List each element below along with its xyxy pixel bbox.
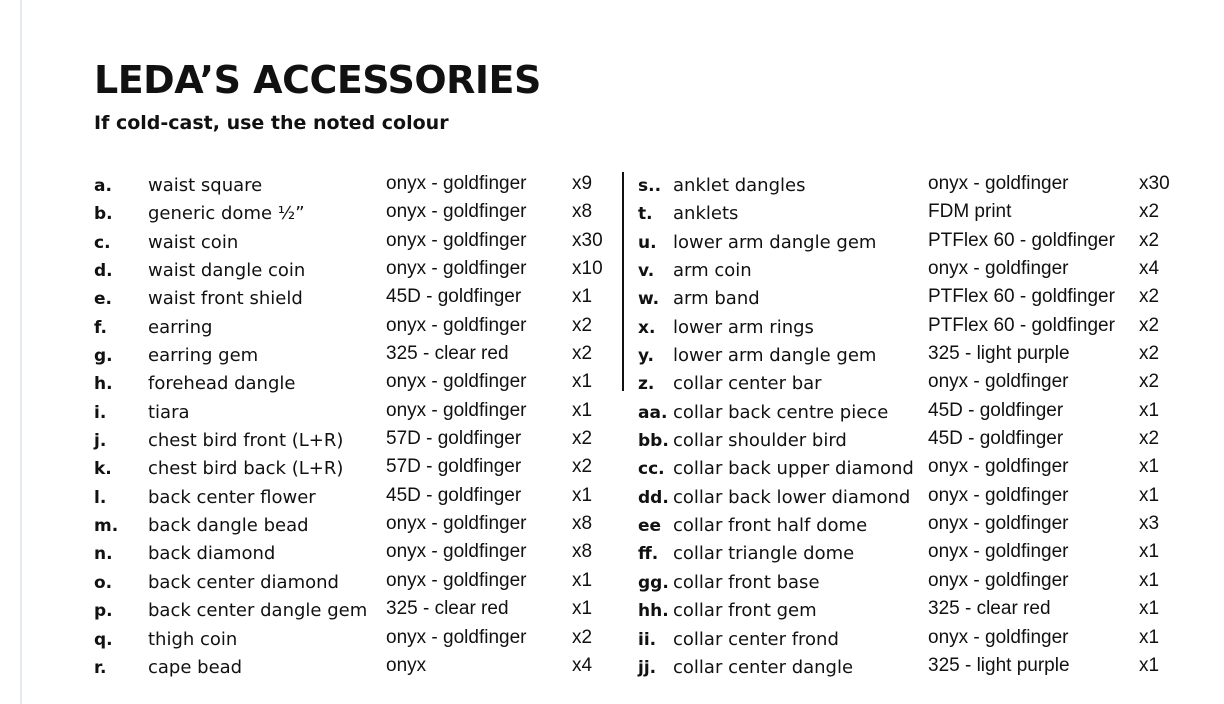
item-name: arm coin [673,260,752,282]
item-material: onyx - goldfinger [928,456,1069,478]
list-item [638,655,1198,683]
item-name: collar triangle dome [673,543,855,565]
item-letter: jj. [638,657,657,678]
page-title: LEDA’S ACCESSORIES [94,58,541,102]
column-divider [622,172,624,391]
item-letter: ii. [638,629,657,650]
item-name: lower arm dangle gem [673,231,877,253]
item-name: earring [148,316,213,338]
item-material: onyx - goldfinger [928,371,1069,393]
item-name: waist coin [148,231,239,253]
item-material: onyx - goldfinger [386,626,527,648]
item-quantity: x1 [1139,484,1160,506]
item-name: collar center frond [673,628,839,650]
item-material: onyx - goldfinger [386,541,527,563]
item-letter: d. [94,261,113,282]
item-name: anklet dangles [673,175,806,196]
item-material: 325 - light purple [928,654,1070,676]
item-quantity: x1 [1139,456,1160,478]
item-quantity: x1 [572,371,593,393]
list-item [638,371,1198,399]
item-name: back diamond [148,543,276,565]
item-name: chest bird back (L+R) [148,458,344,480]
item-quantity: x2 [1139,371,1160,393]
item-quantity: x1 [1139,399,1160,421]
item-material: onyx - goldfinger [928,626,1069,648]
item-material: 45D - goldfinger [928,428,1064,450]
item-material: 57D - goldfinger [386,456,522,478]
item-material: onyx - goldfinger [386,399,527,421]
item-letter: n. [94,544,113,565]
item-material: onyx - goldfinger [386,513,527,535]
item-letter: z. [638,374,655,395]
list-item [94,627,614,655]
item-material: 45D - goldfinger [928,399,1064,421]
list-item [94,371,614,399]
item-quantity: x2 [1139,343,1160,365]
item-quantity: x3 [1139,513,1160,535]
item-quantity: x2 [572,314,593,336]
item-quantity: x1 [572,569,593,591]
item-quantity: x1 [1139,654,1160,676]
item-quantity: x2 [572,456,593,478]
item-quantity: x2 [572,428,593,450]
item-material: onyx - goldfinger [928,258,1069,280]
item-letter: gg. [638,572,669,593]
item-quantity: x1 [1139,598,1160,620]
item-letter: cc. [638,459,665,480]
item-quantity: x2 [1139,314,1160,336]
list-item [638,485,1198,513]
list-item [638,286,1198,314]
page-margin-rule [20,0,22,704]
item-material: onyx - goldfinger [386,173,527,194]
list-item [94,400,614,428]
accessories-list-right [638,173,1198,683]
list-item [94,513,614,541]
item-letter: l. [94,487,107,508]
list-item [94,286,614,314]
item-name: back center dangle gem [148,600,368,622]
item-name: collar back centre piece [673,401,889,423]
item-material: 325 - light purple [928,343,1070,365]
item-material: 325 - clear red [386,598,509,620]
item-letter: h. [94,374,113,395]
item-letter: e. [94,289,112,310]
item-letter: t. [638,204,653,225]
item-quantity: x1 [1139,626,1160,648]
item-name: back dangle bead [148,515,309,537]
list-item [638,173,1198,201]
item-material: onyx - goldfinger [928,173,1069,194]
item-quantity: x2 [572,343,593,365]
item-name: collar front base [673,571,820,593]
item-name: collar center dangle [673,656,854,678]
item-material: onyx - goldfinger [928,513,1069,535]
item-name: collar front gem [673,600,817,622]
item-letter: b. [94,204,113,225]
item-letter: aa. [638,402,668,423]
list-item [94,541,614,569]
item-name: back center diamond [148,571,339,593]
item-letter: u. [638,232,657,253]
list-item [94,201,614,229]
item-name: collar front half dome [673,515,868,537]
item-material: onyx - goldfinger [928,541,1069,563]
item-name: waist square [148,175,263,196]
item-name: cape bead [148,656,243,678]
item-quantity: x1 [572,399,593,421]
list-item [638,627,1198,655]
item-name: waist dangle coin [148,260,306,282]
item-quantity: x30 [1139,173,1170,194]
item-material: onyx - goldfinger [386,229,527,251]
item-letter: bb. [638,431,669,452]
list-item [94,485,614,513]
item-letter: x. [638,317,656,338]
item-material: FDM print [928,201,1012,223]
item-letter: y. [638,346,654,367]
item-name: lower arm dangle gem [673,345,877,367]
item-letter: j. [94,431,107,452]
item-material: 325 - clear red [386,343,509,365]
list-item [94,343,614,371]
item-name: waist front shield [148,288,303,310]
item-name: tiara [148,401,190,423]
item-letter: v. [638,261,655,282]
item-material: onyx - goldfinger [928,569,1069,591]
list-item [94,315,614,343]
item-name: thigh coin [148,628,238,650]
item-name: forehead dangle [148,373,296,395]
item-quantity: x1 [1139,569,1160,591]
list-item [638,230,1198,258]
item-name: anklets [673,203,739,225]
page-subtitle: If cold-cast, use the noted colour [94,112,449,134]
item-quantity: x9 [572,173,593,194]
list-item [638,258,1198,286]
item-letter: ff. [638,544,659,565]
item-letter: i. [94,402,107,423]
list-item [638,201,1198,229]
item-material: 45D - goldfinger [386,484,522,506]
item-quantity: x4 [572,654,593,676]
list-item [638,513,1198,541]
item-quantity: x8 [572,201,593,223]
item-name: back center flower [148,486,316,508]
item-material: 325 - clear red [928,598,1051,620]
list-item [638,456,1198,484]
item-quantity: x1 [1139,541,1160,563]
list-item [638,315,1198,343]
list-item [94,173,614,201]
item-letter: c. [94,232,111,253]
item-name: arm band [673,288,760,310]
item-quantity: x2 [572,626,593,648]
item-name: earring gem [148,345,259,367]
item-letter: s.. [638,176,662,196]
item-material: onyx - goldfinger [386,258,527,280]
list-item [94,598,614,626]
item-name: generic dome ½” [148,203,305,225]
list-item [638,428,1198,456]
item-material: PTFlex 60 - goldfinger [928,286,1115,308]
item-quantity: x2 [1139,201,1160,223]
list-item [94,258,614,286]
item-letter: q. [94,629,113,650]
item-letter: r. [94,657,107,678]
item-quantity: x2 [1139,428,1160,450]
item-material: PTFlex 60 - goldfinger [928,314,1115,336]
item-material: onyx - goldfinger [386,201,527,223]
item-quantity: x1 [572,598,593,620]
item-letter: p. [94,601,113,622]
item-quantity: x2 [1139,229,1160,251]
item-letter: m. [94,516,119,537]
list-item [94,655,614,683]
item-quantity: x30 [572,229,603,251]
item-material: onyx [386,654,427,676]
item-quantity: x1 [572,286,593,308]
item-quantity: x4 [1139,258,1160,280]
item-letter: o. [94,572,113,593]
item-letter: hh. [638,601,669,622]
item-quantity: x10 [572,258,603,280]
item-letter: ee [638,516,662,537]
list-item [638,541,1198,569]
item-letter: g. [94,346,113,367]
item-quantity: x8 [572,513,593,535]
list-item [94,230,614,258]
item-letter: f. [94,317,107,338]
list-item [638,343,1198,371]
item-material: PTFlex 60 - goldfinger [928,229,1115,251]
item-material: 45D - goldfinger [386,286,522,308]
item-quantity: x2 [1139,286,1160,308]
item-name: collar center bar [673,373,822,395]
list-item [638,570,1198,598]
accessories-list-left [94,173,614,683]
item-letter: a. [94,176,112,196]
list-item [94,428,614,456]
list-item [94,456,614,484]
item-name: chest bird front (L+R) [148,430,344,452]
item-letter: dd. [638,487,669,508]
list-item [638,400,1198,428]
item-material: onyx - goldfinger [386,569,527,591]
item-quantity: x1 [572,484,593,506]
item-material: onyx - goldfinger [386,371,527,393]
item-material: 57D - goldfinger [386,428,522,450]
item-name: collar back lower diamond [673,486,911,508]
item-material: onyx - goldfinger [386,314,527,336]
item-name: lower arm rings [673,316,814,338]
item-name: collar back upper diamond [673,458,914,480]
list-item [638,598,1198,626]
item-letter: w. [638,289,660,310]
item-material: onyx - goldfinger [928,484,1069,506]
item-name: collar shoulder bird [673,430,847,452]
item-quantity: x8 [572,541,593,563]
item-letter: k. [94,459,112,480]
list-item [94,570,614,598]
